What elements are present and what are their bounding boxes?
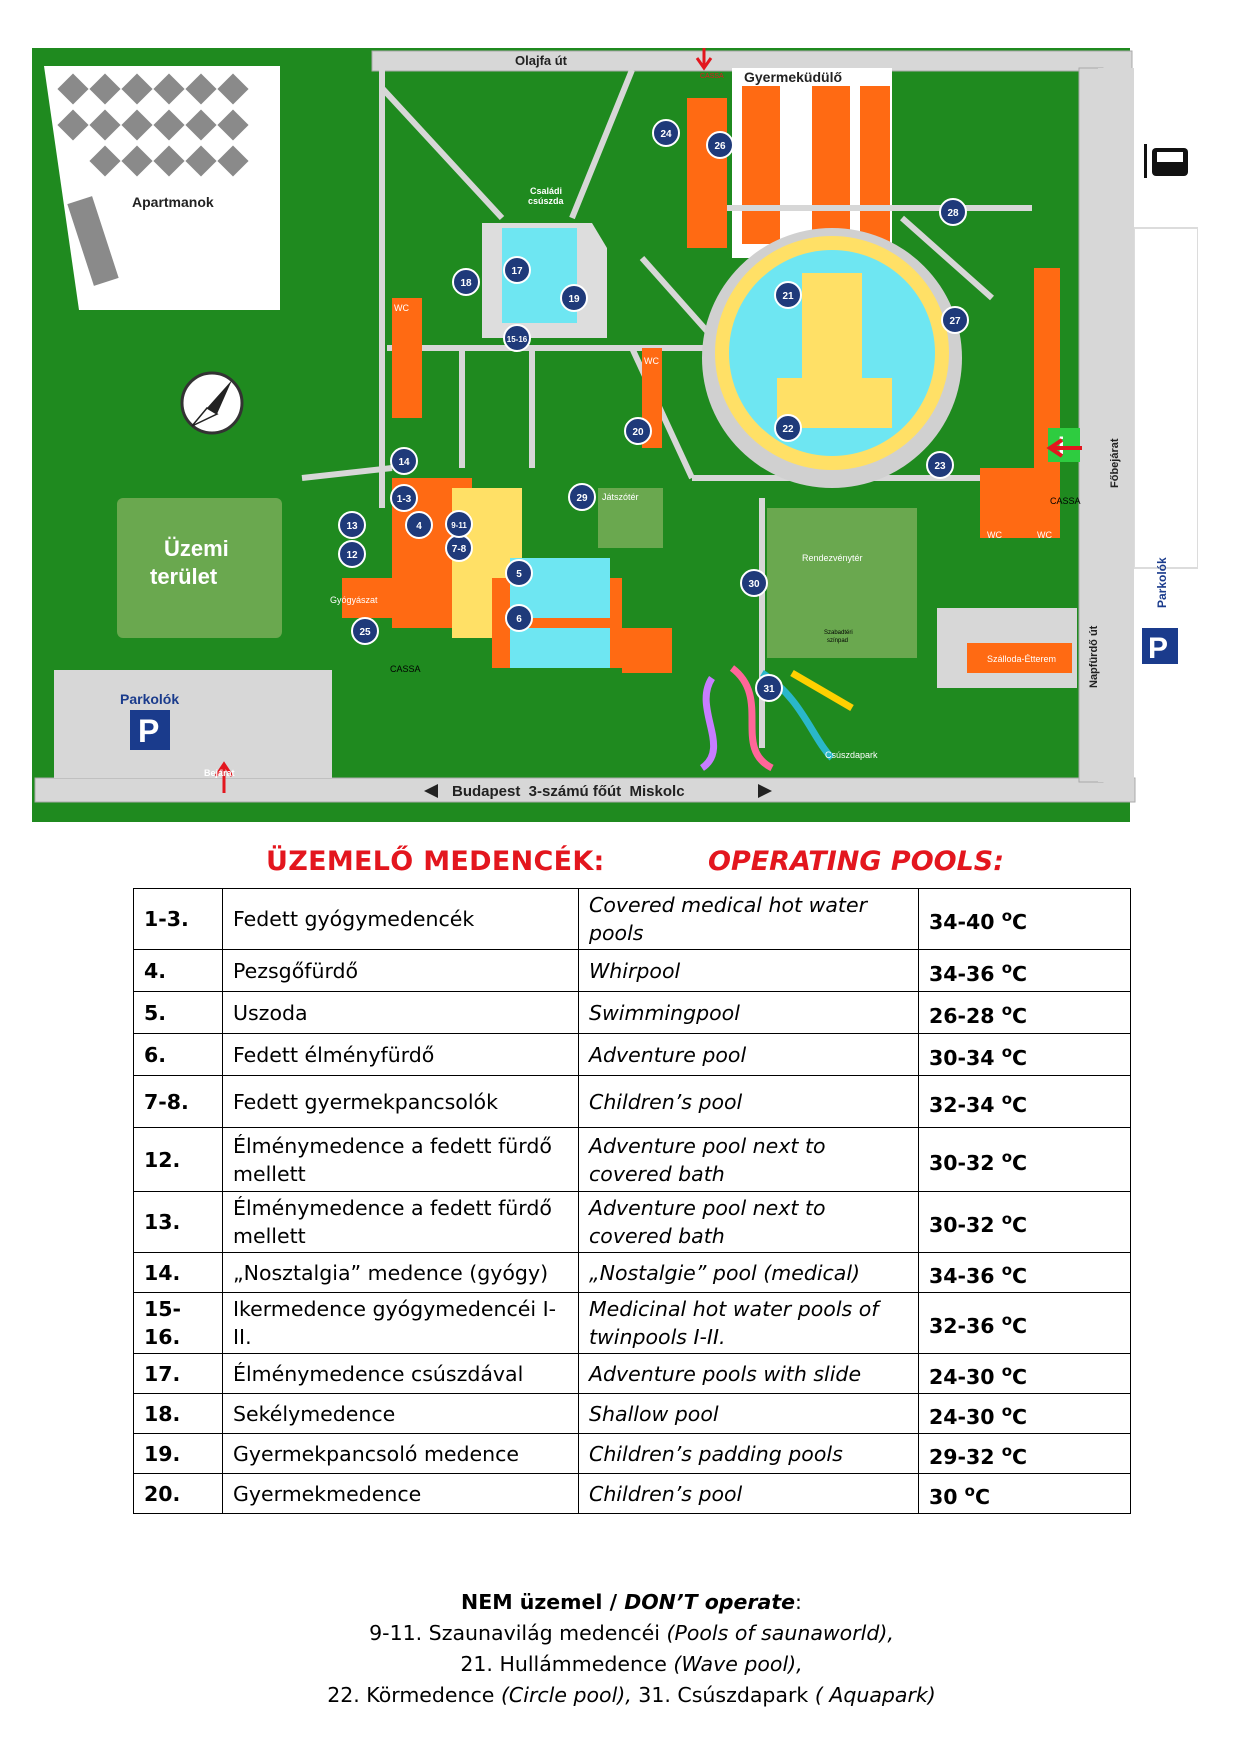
- pool-marker: [942, 307, 968, 333]
- parking-glyph-left: P: [138, 713, 160, 749]
- pool-marker-label: 15-16: [506, 335, 528, 344]
- pool-number: 13.: [134, 1192, 223, 1253]
- not-operating-line-2: 21. Hullámmedence (Wave pool),: [460, 1652, 803, 1676]
- pool-name-hu: Fedett gyógymedencék: [223, 889, 579, 950]
- pool-number: 6.: [134, 1034, 223, 1076]
- pool-marker-label: 28: [947, 208, 959, 219]
- degree-sign: o: [1001, 1147, 1013, 1166]
- temperature-unit: C: [1012, 1092, 1028, 1117]
- degree-sign: o: [1001, 1260, 1013, 1279]
- pool-name-en: Shallow pool: [579, 1394, 919, 1434]
- pool-temperature: [919, 1394, 1131, 1434]
- pool-row: [134, 1128, 1131, 1192]
- temperature-range: 30-34: [929, 1045, 995, 1070]
- pool-number: 7-8.: [134, 1076, 223, 1128]
- pool-name-en: Children’s padding pools: [579, 1434, 919, 1474]
- label-olajfa: Olajfa út: [515, 53, 568, 68]
- pool-marker: [506, 560, 532, 586]
- temperature-range: 29-32: [929, 1444, 995, 1469]
- pool-name-hu: Gyermekpancsoló medence: [223, 1434, 579, 1474]
- label-jatszoter: Játszótér: [602, 492, 639, 502]
- label-gyermekudulo: Gyermeküdülő: [744, 69, 843, 85]
- pool-marker: [391, 448, 417, 474]
- pool-marker-label: 6: [516, 614, 522, 625]
- pool-marker: [927, 452, 953, 478]
- site-map: [32, 48, 1198, 822]
- pool-name-en: Adventure pool next to covered bath: [579, 1192, 919, 1253]
- label-rendezvenyter: Rendezvénytér: [802, 553, 863, 563]
- pool-marker-label: 22: [782, 424, 794, 435]
- label-wc-4: WC: [987, 530, 1002, 540]
- pool-name-hu: Fedett élményfürdő: [223, 1034, 579, 1076]
- pool-marker: [446, 535, 472, 561]
- pool-number: 18.: [134, 1394, 223, 1434]
- label-wc-3: WC: [784, 190, 799, 200]
- pool-marker: [653, 120, 679, 146]
- temperature-range: 32-34: [929, 1092, 995, 1117]
- pool-number: 5.: [134, 992, 223, 1034]
- gyermekudulo-building-3: [860, 86, 890, 244]
- pool-marker: [506, 605, 532, 631]
- pool-marker: [775, 415, 801, 441]
- label-csuszdapark: Csúszdapark: [825, 750, 878, 760]
- pool-marker: [504, 257, 530, 283]
- pool-marker-label: 30: [748, 579, 760, 590]
- degree-sign: o: [1001, 1000, 1013, 1019]
- title-operating-pools-hu: ÜZEMELŐ MEDENCÉK:: [266, 846, 605, 877]
- label-parkolok-right: Parkolók: [1155, 557, 1169, 608]
- pool-temperature: [919, 1128, 1131, 1192]
- temperature-range: 30-32: [929, 1213, 995, 1237]
- pool-marker-label: 5: [516, 569, 522, 580]
- pool-name-en: Adventure pool next to covered bath: [579, 1128, 919, 1192]
- pool-marker: [504, 325, 530, 351]
- pool-marker: [352, 618, 378, 644]
- degree-sign: o: [964, 1481, 975, 1500]
- pool-marker-label: 7-8: [451, 544, 467, 555]
- label-wc-2: WC: [644, 356, 659, 366]
- pool-row: [134, 1474, 1131, 1514]
- pool-marker: [756, 675, 782, 701]
- label-wc-5: WC: [1037, 530, 1052, 540]
- gyermekudulo-building-2: [812, 86, 850, 244]
- label-uzemi-1: Üzemi: [164, 536, 229, 561]
- pool-row: [134, 1076, 1131, 1128]
- label-cassa-bottom: CASSA: [390, 664, 421, 674]
- pool-marker: [406, 512, 432, 538]
- pool-temperature: [919, 1076, 1131, 1128]
- pool-marker-label: 31: [763, 684, 775, 695]
- pool-name-en: „Nostalgie” pool (medical): [579, 1253, 919, 1293]
- label-wc-1: WC: [394, 303, 409, 313]
- temperature-unit: C: [1012, 1045, 1028, 1070]
- temperature-range: 32-36: [929, 1314, 995, 1338]
- label-uzemi-2: terület: [150, 564, 218, 589]
- pool-marker: [775, 282, 801, 308]
- pool-marker-label: 21: [782, 291, 794, 302]
- wave-pool-complex: [702, 228, 962, 488]
- pool-row: [134, 1034, 1131, 1076]
- degree-sign: o: [1001, 907, 1013, 925]
- temperature-unit: C: [1012, 910, 1028, 934]
- temperature-unit: C: [1012, 1003, 1028, 1028]
- pool-temperature: [919, 889, 1131, 950]
- pool-marker-label: 27: [949, 316, 961, 327]
- pool-name-hu: Élménymedence a fedett fürdő mellett: [223, 1192, 579, 1253]
- pool-row: [134, 1434, 1131, 1474]
- pool-marker: [940, 199, 966, 225]
- parking-left-area: [54, 670, 332, 778]
- pool-number: 17.: [134, 1354, 223, 1394]
- pool-temperature: [919, 1434, 1131, 1474]
- pool-marker: [561, 285, 587, 311]
- label-csaladi-1: Családi: [530, 186, 563, 196]
- pool-temperature: [919, 950, 1131, 992]
- temperature-unit: C: [1012, 1364, 1028, 1389]
- degree-sign: o: [1001, 1210, 1013, 1228]
- pool-marker-label: 14: [398, 457, 410, 468]
- temperature-unit: C: [1012, 1263, 1028, 1288]
- pool-name-hu: Uszoda: [223, 992, 579, 1034]
- pool-marker: [453, 269, 479, 295]
- pool-number: 12.: [134, 1128, 223, 1192]
- pool-row: [134, 1293, 1131, 1354]
- pool-row: [134, 1354, 1131, 1394]
- temperature-unit: C: [1012, 1314, 1028, 1338]
- pool-name-en: Children’s pool: [579, 1076, 919, 1128]
- pool-marker-label: 9-11: [451, 521, 467, 530]
- pool-marker-label: 13: [346, 521, 358, 532]
- pool-row: [134, 992, 1131, 1034]
- label-fobejarat: Főbejárat: [1109, 438, 1121, 488]
- temperature-range: 30: [929, 1484, 958, 1509]
- pool-marker: [741, 570, 767, 596]
- label-napfurdo: Napfürdő út: [1088, 625, 1100, 688]
- pool-marker: [446, 511, 472, 537]
- label-szabadteri-2: színpad: [827, 638, 849, 644]
- pool-name-en: Swimmingpool: [579, 992, 919, 1034]
- pool-name-en: Adventure pools with slide: [579, 1354, 919, 1394]
- temperature-range: 24-30: [929, 1404, 995, 1429]
- not-operating-line-1: 9-11. Szaunavilág medencéi (Pools of saunaworld),: [369, 1621, 894, 1645]
- pool-marker: [339, 541, 365, 567]
- pool-name-en: Adventure pool: [579, 1034, 919, 1076]
- pool-marker-label: 29: [576, 493, 588, 504]
- pool-marker-label: 23: [934, 461, 946, 472]
- pool-marker-label: 18: [460, 278, 472, 289]
- pool-name-hu: Élménymedence csúszdával: [223, 1354, 579, 1394]
- pool-name-hu: Ikermedence gyógymedencéi I-II.: [223, 1293, 579, 1354]
- pool-marker-label: 19: [568, 294, 580, 305]
- not-operating-note: [133, 1587, 1130, 1711]
- compass-icon: [182, 373, 242, 433]
- pool-marker: [569, 484, 595, 510]
- title-operating-pools-en: OPERATING POOLS:: [708, 846, 1005, 877]
- pool-marker-label: 12: [346, 550, 358, 561]
- label-bejarat: Bejárat: [204, 768, 235, 778]
- pool-row: [134, 1192, 1131, 1253]
- label-szabadteri-1: Szabadtéri: [824, 630, 853, 636]
- temperature-range: 24-30: [929, 1364, 995, 1389]
- pool-marker: [707, 132, 733, 158]
- label-cassa-top: CASSA: [700, 73, 724, 80]
- temperature-range: 34-40: [929, 910, 995, 934]
- family-slide-complex: [482, 223, 607, 338]
- pool-marker: [391, 485, 417, 511]
- pool-marker-label: 20: [632, 427, 644, 438]
- degree-sign: o: [1001, 1311, 1013, 1329]
- pool-temperature: [919, 1034, 1131, 1076]
- degree-sign: o: [1001, 1042, 1013, 1061]
- label-gyogyaszat: Gyógyászat: [330, 595, 378, 605]
- info-glyph: i: [1058, 433, 1065, 460]
- temperature-unit: C: [1012, 1404, 1028, 1429]
- pool-name-hu: Fedett gyermekpancsolók: [223, 1076, 579, 1128]
- temperature-unit: C: [1012, 961, 1028, 986]
- pool-marker-label: 25: [359, 627, 371, 638]
- temperature-unit: C: [1012, 1150, 1028, 1175]
- pool-temperature: [919, 1474, 1131, 1514]
- apartmanok-area: [44, 66, 280, 310]
- temperature-range: 34-36: [929, 1263, 995, 1288]
- pool-marker-label: 17: [511, 266, 523, 277]
- pool-number: 20.: [134, 1474, 223, 1514]
- temperature-range: 30-32: [929, 1150, 995, 1175]
- pool-row: [134, 1253, 1131, 1293]
- right-parking-area: [1134, 228, 1198, 568]
- temperature-unit: C: [1012, 1213, 1028, 1237]
- pool-number: 1-3.: [134, 889, 223, 950]
- pool-name-hu: Sekélymedence: [223, 1394, 579, 1434]
- temperature-unit: C: [974, 1484, 991, 1509]
- degree-sign: o: [1001, 1089, 1013, 1108]
- pool-row: [134, 950, 1131, 992]
- pool-temperature: [919, 1253, 1131, 1293]
- pool-number: 4.: [134, 950, 223, 992]
- pool-number: 19.: [134, 1434, 223, 1474]
- pool-marker: [339, 512, 365, 538]
- pool-number: 14.: [134, 1253, 223, 1293]
- temperature-range: 34-36: [929, 961, 995, 986]
- pool-name-en: Children’s pool: [579, 1474, 919, 1514]
- pool-temperature: [919, 1293, 1131, 1354]
- pool-name-en: Medicinal hot water pools of twinpools I-II.: [579, 1293, 919, 1354]
- pool-name-hu: „Nosztalgia” medence (gyógy): [223, 1253, 579, 1293]
- pool-marker-label: 26: [714, 141, 726, 152]
- label-csaladi-2: csúszda: [528, 196, 564, 206]
- gyermekudulo-building-1: [742, 86, 780, 244]
- not-operating-line-3: 22. Körmedence (Circle pool), 31. Csúszdapark ( Aquapark): [327, 1683, 936, 1707]
- pool-name-hu: Pezsgőfürdő: [223, 950, 579, 992]
- pool-marker-label: 24: [660, 129, 672, 140]
- pool-marker-label: 1-3: [396, 494, 412, 505]
- label-parkolok-left: Parkolók: [120, 691, 180, 707]
- pool-name-en: Whirpool: [579, 950, 919, 992]
- pool-marker-label: 4: [416, 521, 422, 532]
- pool-marker: [625, 418, 651, 444]
- pool-name-hu: Élménymedence a fedett fürdő mellett: [223, 1128, 579, 1192]
- pool-name-en: Covered medical hot water pools: [579, 889, 919, 950]
- not-operating-title: NEM üzemel / DON’T operate:: [461, 1590, 802, 1614]
- temperature-range: 26-28: [929, 1003, 995, 1028]
- parking-glyph-right: P: [1148, 632, 1169, 665]
- pool-row: [134, 889, 1131, 950]
- label-apartmanok: Apartmanok: [132, 194, 214, 210]
- degree-sign: o: [1001, 1441, 1013, 1460]
- temperature-unit: C: [1012, 1444, 1028, 1469]
- pool-name-hu: Gyermekmedence: [223, 1474, 579, 1514]
- degree-sign: o: [1001, 1361, 1013, 1380]
- pool-temperature: [919, 992, 1131, 1034]
- degree-sign: o: [1001, 1401, 1013, 1420]
- degree-sign: o: [1001, 958, 1013, 977]
- pool-row: [134, 1394, 1131, 1434]
- label-main-road: Budapest 3-számú főút Miskolc: [452, 783, 685, 800]
- pool-temperature: [919, 1354, 1131, 1394]
- pool-temperature: [919, 1192, 1131, 1253]
- label-cassa-right: CASSA: [1050, 496, 1081, 506]
- pool-number: 15-16.: [134, 1293, 223, 1354]
- road-right-outer: [1098, 68, 1134, 782]
- label-szalloda: Szálloda-Étterem: [987, 654, 1057, 664]
- operating-pools-table: [133, 888, 1131, 1514]
